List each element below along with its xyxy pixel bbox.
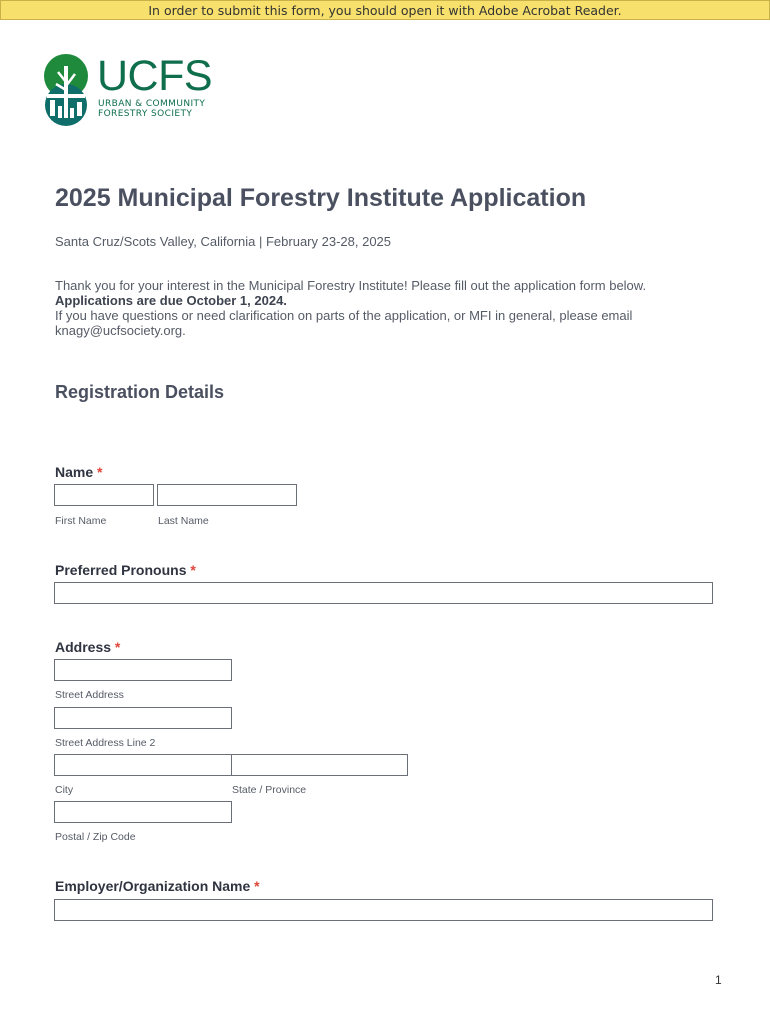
address-label: Address * — [55, 639, 121, 655]
event-subtitle: Santa Cruz/Scots Valley, California | February 23-28, 2025 — [55, 234, 392, 249]
contact-line: If you have questions or need clarification on parts of the application, or MFI in general, please email knagy@ucfsociety.org. — [55, 308, 633, 338]
logo-tagline-line2: FORESTRY SOCIETY — [98, 109, 193, 119]
city-field[interactable] — [54, 754, 232, 776]
page-number: 1 — [715, 973, 722, 987]
section-heading: Registration Details — [55, 382, 225, 402]
required-mark: * — [114, 639, 121, 655]
required-mark: * — [190, 562, 196, 578]
required-mark: * — [254, 878, 260, 894]
street-address-caption: Street Address — [55, 689, 124, 701]
first-name-caption: First Name — [55, 515, 107, 527]
zip-code-caption: Postal / Zip Code — [55, 831, 136, 843]
last-name-caption: Last Name — [158, 515, 209, 527]
intro-text — [55, 278, 715, 338]
name-label: Name * — [55, 464, 103, 480]
acrobat-notice-banner: In order to submit this form, you should open it with Adobe Acrobat Reader. — [0, 0, 770, 20]
employer-label: Employer/Organization Name * — [55, 878, 260, 894]
street-address-line2-caption: Street Address Line 2 — [55, 737, 156, 749]
required-mark: * — [97, 464, 103, 480]
intro-line: Thank you for your interest in the Municipal Forestry Institute! Please fill out the application form below. — [55, 278, 647, 293]
tree-emblem-icon — [44, 52, 94, 128]
zip-code-field[interactable] — [54, 801, 232, 823]
street-address-line2-field[interactable] — [54, 707, 232, 729]
first-name-field[interactable] — [54, 484, 154, 506]
pronouns-field[interactable] — [54, 582, 713, 604]
employer-field[interactable] — [54, 899, 713, 921]
ucfs-logo — [44, 52, 224, 130]
due-date-notice: Applications are due October 1, 2024. — [55, 293, 287, 308]
state-field[interactable] — [231, 754, 408, 776]
logo-tagline-line1: URBAN & COMMUNITY — [98, 99, 206, 109]
street-address-field[interactable] — [54, 659, 232, 681]
pronouns-label: Preferred Pronouns * — [55, 562, 196, 578]
page-title: 2025 Municipal Forestry Institute Application — [55, 184, 587, 212]
last-name-field[interactable] — [157, 484, 297, 506]
state-caption: State / Province — [232, 784, 307, 796]
city-caption: City — [55, 784, 74, 796]
logo-wordmark: UCFS — [97, 52, 213, 100]
